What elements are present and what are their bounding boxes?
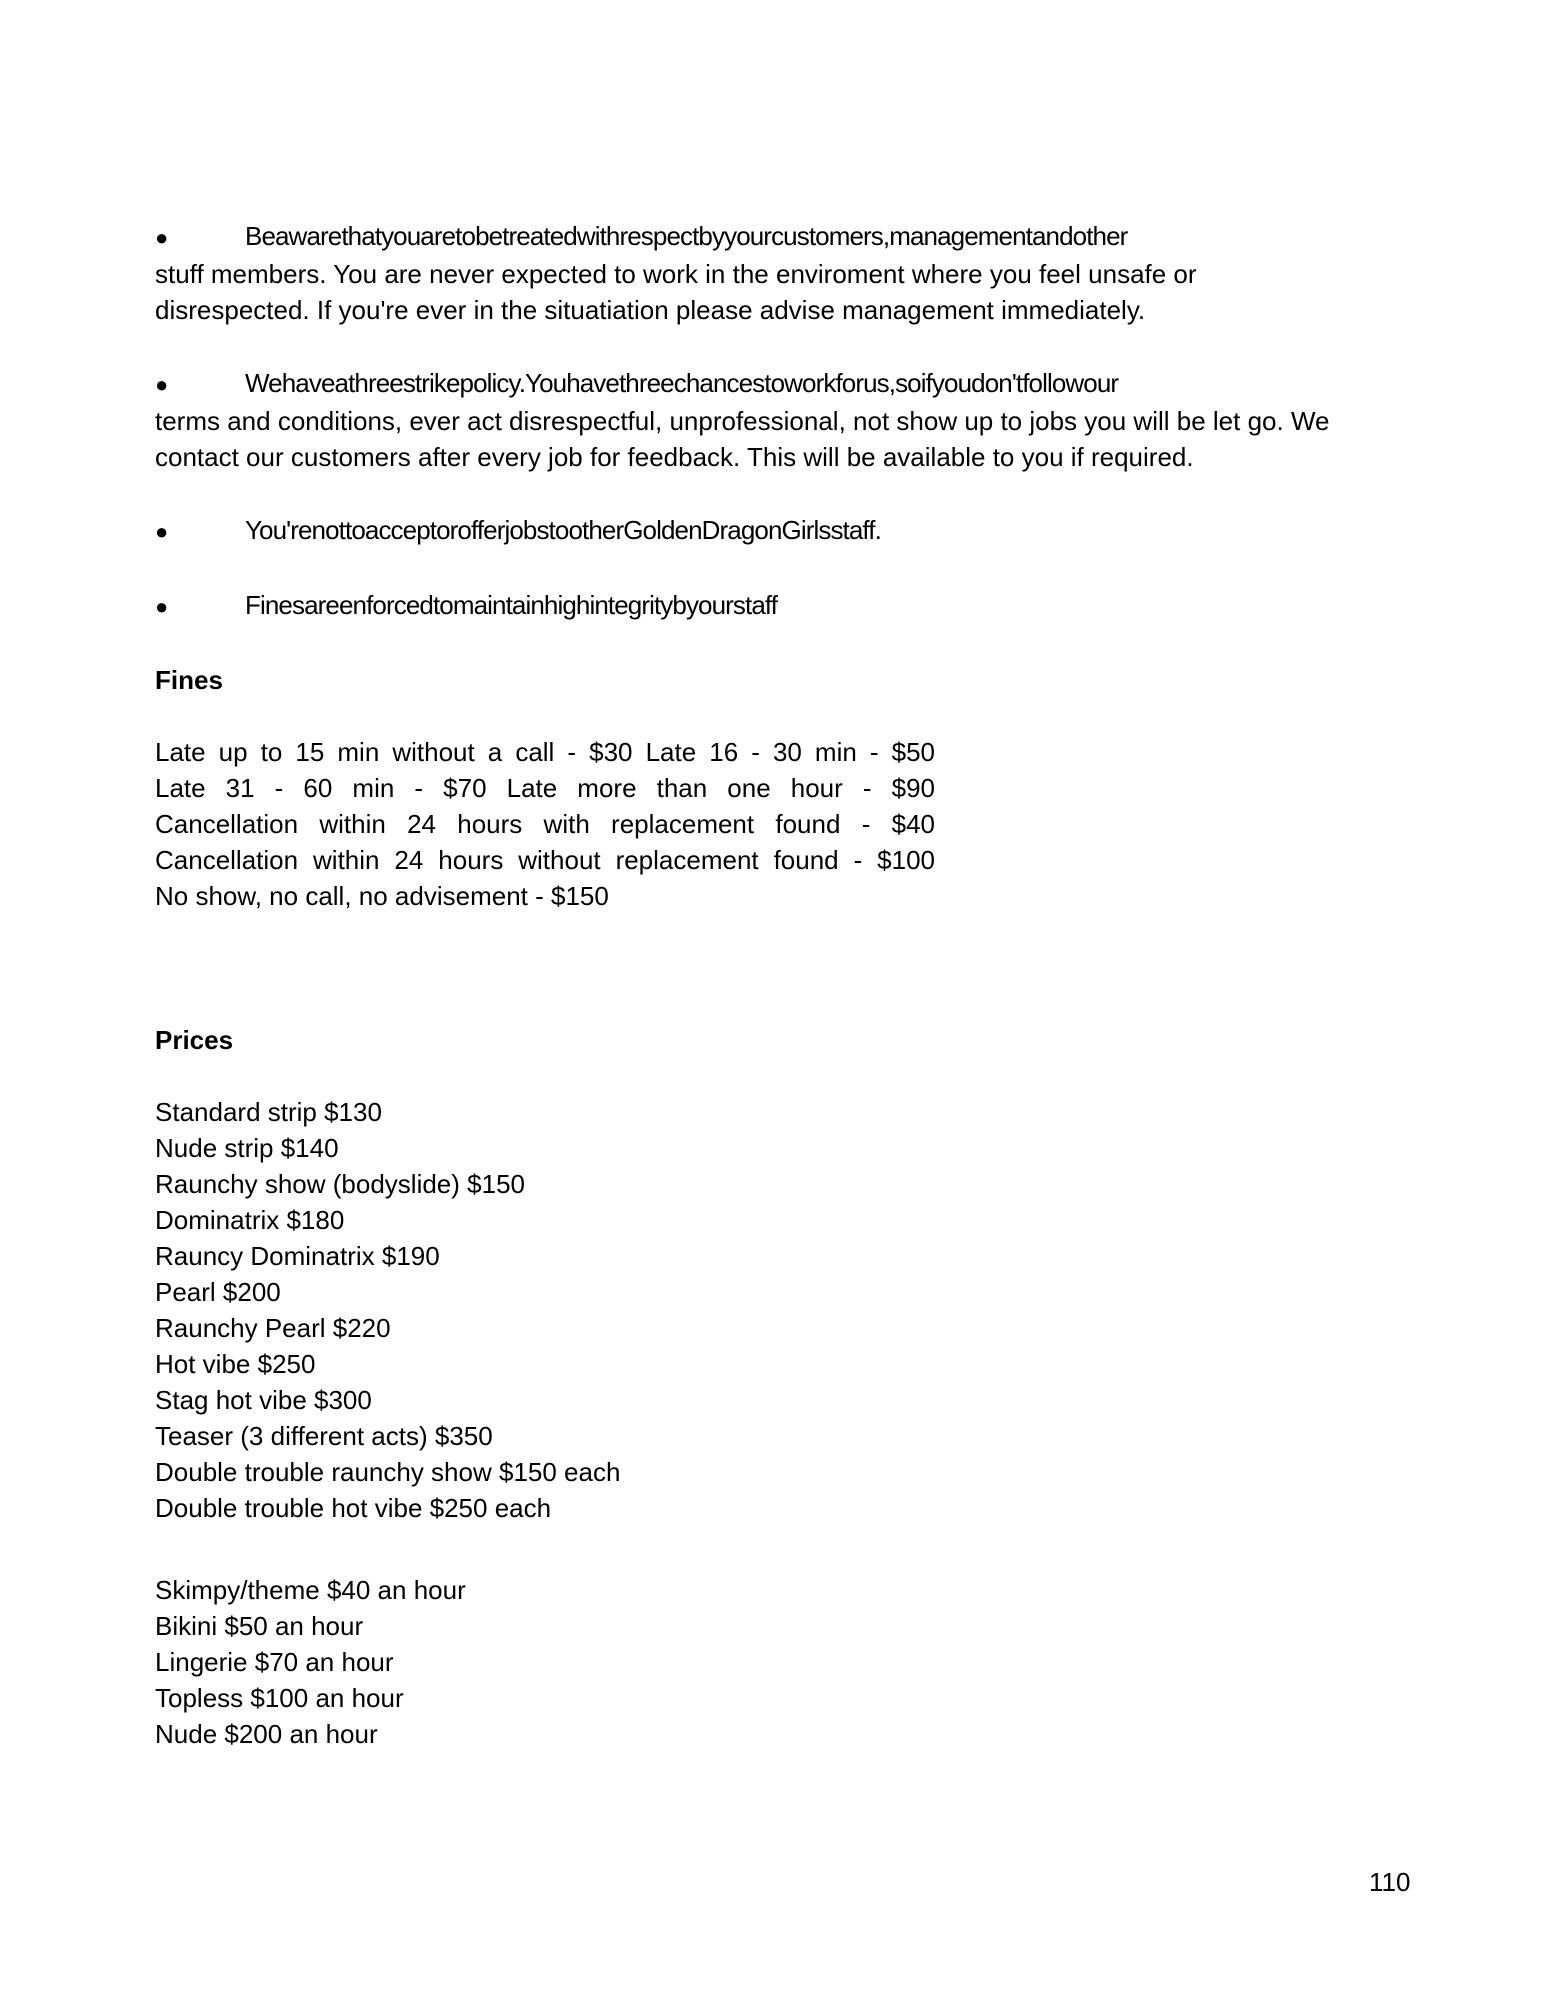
bullet-icon: ● bbox=[155, 519, 169, 544]
bullet-item bbox=[155, 512, 1415, 550]
price-item: Raunchy Pearl $220 bbox=[155, 1313, 391, 1343]
bullet-item bbox=[155, 218, 1415, 328]
bullet-item bbox=[155, 587, 1415, 625]
hourly-rate-item: Bikini $50 an hour bbox=[155, 1611, 364, 1641]
hourly-rate-item: Topless $100 an hour bbox=[155, 1683, 404, 1713]
bullet-continuation: contact our customers after every job for feedback. This will be available to you if required. bbox=[155, 442, 1194, 472]
price-item: Hot vibe $250 bbox=[155, 1349, 316, 1379]
fine-item: Cancellation within 24 hours without replacement found - $100 bbox=[155, 845, 935, 875]
bullet-first-line bbox=[155, 587, 1415, 625]
bullet-item bbox=[155, 365, 1415, 475]
page-number: 110 bbox=[1369, 1867, 1411, 1897]
bullet-text: Wehaveathreestrikepolicy.Youhavethreechancestoworkforus,soifyoudon'tfollowour bbox=[245, 368, 1119, 398]
bullet-icon: ● bbox=[155, 594, 169, 619]
hourly-rate-item: Lingerie $70 an hour bbox=[155, 1647, 394, 1677]
bullet-first-line bbox=[155, 365, 1415, 403]
bullet-first-line bbox=[155, 218, 1415, 256]
fine-item: Late up to 15 min without a call - $30 Late 16 - 30 min - $50 bbox=[155, 737, 935, 767]
hourly-rate-item: Nude $200 an hour bbox=[155, 1719, 378, 1749]
price-item: Nude strip $140 bbox=[155, 1133, 339, 1163]
price-item: Stag hot vibe $300 bbox=[155, 1385, 372, 1415]
price-item: Raunchy show (bodyslide) $150 bbox=[155, 1169, 525, 1199]
fines-list bbox=[155, 734, 935, 914]
price-item: Rauncy Dominatrix $190 bbox=[155, 1241, 440, 1271]
fine-item: Late 31 - 60 min - $70 Late more than one hour - $90 bbox=[155, 773, 935, 803]
bullet-continuation: stuff members. You are never expected to work in the enviroment where you feel unsafe or bbox=[155, 259, 1197, 289]
price-item: Dominatrix $180 bbox=[155, 1205, 345, 1235]
fine-item: Cancellation within 24 hours with replacement found - $40 bbox=[155, 809, 935, 839]
bullet-icon: ● bbox=[155, 225, 169, 250]
fine-item: No show, no call, no advisement - $150 bbox=[155, 881, 609, 911]
page-content bbox=[155, 218, 1415, 1752]
bullet-text: You'renottoacceptorofferjobstootherGoldenDragonGirlsstaff. bbox=[245, 515, 881, 545]
hourly-rates-list bbox=[155, 1572, 1415, 1752]
prices-heading: Prices bbox=[155, 1025, 234, 1055]
price-item: Double trouble raunchy show $150 each bbox=[155, 1457, 621, 1487]
bullet-continuation: disrespected. If you're ever in the situatiation please advise management immediately. bbox=[155, 295, 1146, 325]
prices-list bbox=[155, 1094, 1415, 1526]
fines-heading: Fines bbox=[155, 665, 223, 695]
bullet-first-line bbox=[155, 512, 1415, 550]
price-item: Teaser (3 different acts) $350 bbox=[155, 1421, 493, 1451]
hourly-rate-item: Skimpy/theme $40 an hour bbox=[155, 1575, 466, 1605]
bullet-text: Beawarethatyouaretobetreatedwithrespectbyyourcustomers,managementandother bbox=[245, 221, 1128, 251]
price-item: Pearl $200 bbox=[155, 1277, 281, 1307]
price-item: Double trouble hot vibe $250 each bbox=[155, 1493, 552, 1523]
price-item: Standard strip $130 bbox=[155, 1097, 382, 1127]
bullet-icon: ● bbox=[155, 372, 169, 397]
bullet-text: Finesareenforcedtomaintainhighintegritybyourstaff bbox=[245, 590, 778, 620]
bullet-continuation: terms and conditions, ever act disrespectful, unprofessional, not show up to jobs you will be let go. We bbox=[155, 406, 1330, 436]
